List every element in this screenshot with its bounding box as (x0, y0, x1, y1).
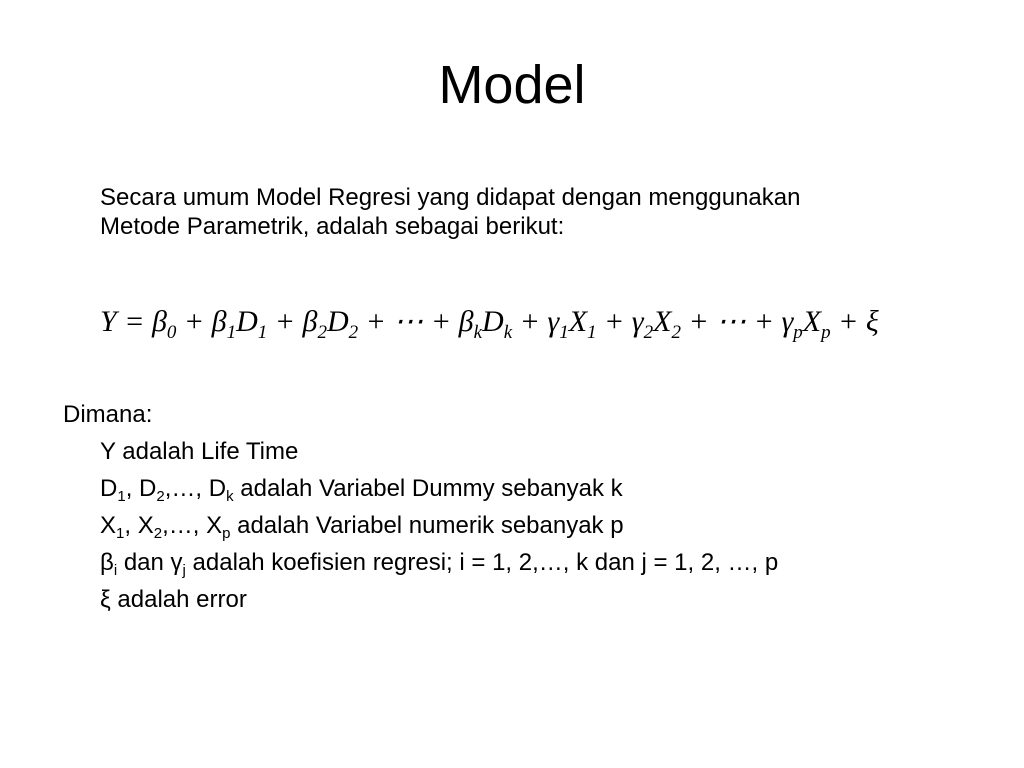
regression-equation: $Y = \beta_0 + \beta_1D_1 + \beta_2D_2$ + ⋯ + $\beta_kD_k + \gamma_1X_1 + \gamma_2X_2$ + ⋯ + $\gamma_pX_p + \xi$ (100, 305, 879, 343)
intro-line-1: Secara umum Model Regresi yang didapat dengan menggunakan (100, 184, 801, 211)
definition-y: Y adalah Life Time (100, 438, 299, 465)
intro-paragraph (100, 183, 980, 241)
dimana-label: Dimana: (63, 401, 153, 428)
definition-xi: ξ adalah error (100, 586, 247, 613)
intro-line-2: Metode Parametrik, adalah sebagai berikut: (100, 213, 565, 240)
slide-title: Model (438, 55, 586, 115)
definition-x: $X_1$, $X_2,\dots$, $X_p$ adalah Variabel numerik sebanyak p (100, 512, 624, 542)
definitions-list (100, 437, 1000, 622)
definition-d: $D_1$, $D_2,\dots$, $D_k$ adalah Variabel Dummy sebanyak k (100, 475, 623, 505)
definition-beta-gamma: $\beta_i$ dan $\gamma_j$ adalah koefisien regresi; i = 1, 2,…, k dan j = 1, 2, …, p (100, 549, 779, 579)
